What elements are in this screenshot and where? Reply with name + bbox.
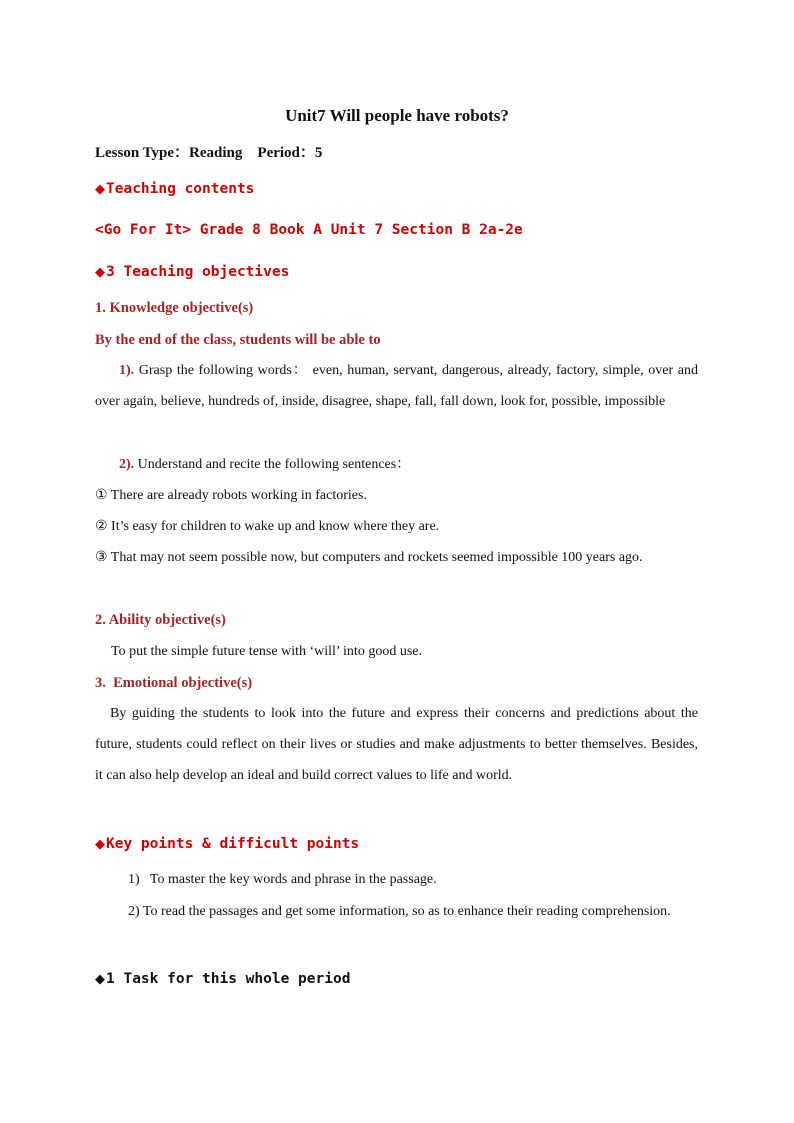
sentence-2: ② It’s easy for children to wake up and know where they are. <box>95 519 440 534</box>
diamond-bullet-icon: ◆ <box>95 182 105 197</box>
lesson-period: Period：5 <box>257 145 323 161</box>
diamond-bullet-icon: ◆ <box>95 265 105 280</box>
heading-key-points: ◆Key points & difficult points <box>95 836 360 852</box>
heading-objectives: ◆3 Teaching objectives <box>95 264 290 280</box>
lesson-info <box>95 142 322 164</box>
lesson-type: Lesson Type：Reading <box>95 145 243 161</box>
diamond-bullet-icon: ◆ <box>95 972 105 987</box>
knowledge-objective-heading: 1. Knowledge objective(s) <box>95 300 254 316</box>
heading-task: ◆1 Task for this whole period <box>95 971 351 987</box>
diamond-bullet-icon: ◆ <box>95 837 105 852</box>
emotional-objective-text: By guiding the students to look into the future and express their concerns and predictions about the future, students could reflect on their lives or studies and make adjustments to better themselves. Besides, it can also help develop an ideal and build correct values to life and world. <box>95 706 698 783</box>
objective-item-1: 1). Grasp the following words： even, human, servant, dangerous, already, factory, simple, over and over again, believe, hundreds of, inside, disagree, shape, fall, fall down, look for, possible, impossible <box>95 363 698 409</box>
by-end-of-class: By the end of the class, students will be able to <box>95 332 381 348</box>
key-point-1: 1) To master the key words and phrase in the passage. <box>128 872 437 887</box>
ability-objective-heading: 2. Ability objective(s) <box>95 612 226 628</box>
ability-objective-text: To put the simple future tense with ‘will’ into good use. <box>111 644 422 659</box>
sentence-3: ③ That may not seem possible now, but computers and rockets seemed impossible 100 years ago. <box>95 550 643 565</box>
objective-item-2: 2). Understand and recite the following sentences： <box>119 457 411 472</box>
emotional-objective-heading: 3. Emotional objective(s) <box>95 675 253 691</box>
page-title: Unit7 Will people have robots? <box>285 106 509 125</box>
contents-line: <Go For It> Grade 8 Book A Unit 7 Section B 2a-2e <box>95 222 523 238</box>
sentence-1: ① There are already robots working in factories. <box>95 488 367 503</box>
key-point-2: 2) To read the passages and get some information, so as to enhance their reading comprehension. <box>128 904 671 919</box>
heading-teaching-contents: ◆Teaching contents <box>95 181 255 197</box>
